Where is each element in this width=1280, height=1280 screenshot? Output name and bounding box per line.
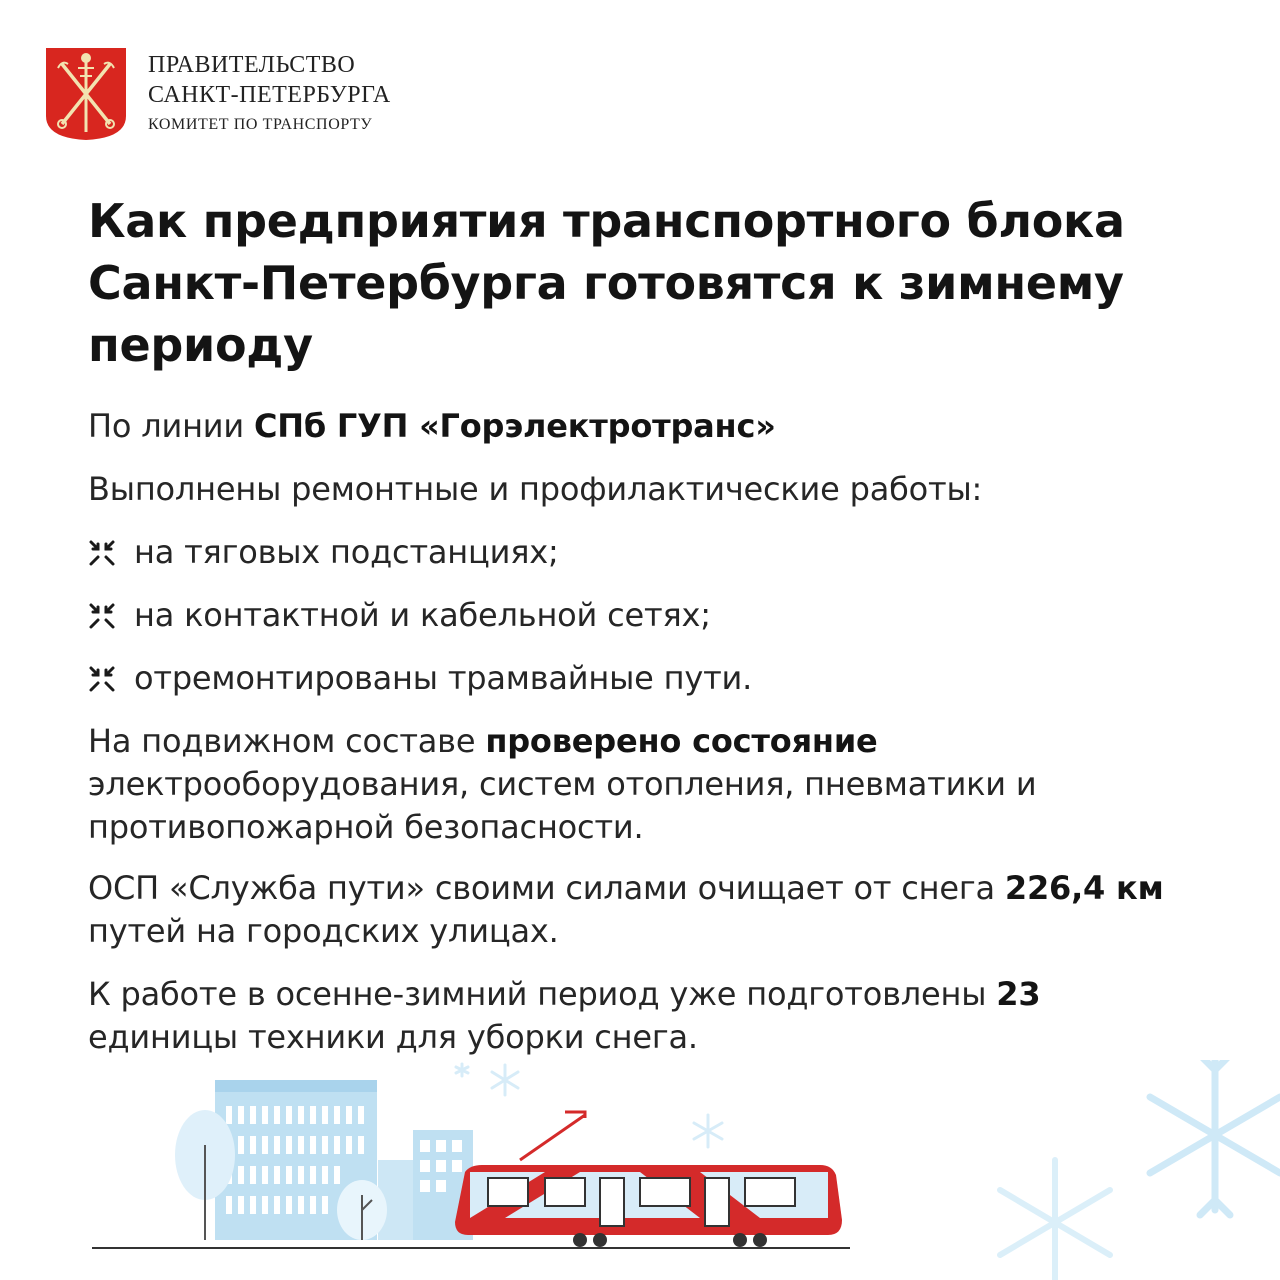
list-item bbox=[88, 531, 559, 574]
track-service-rest: путей на городских улицах. bbox=[88, 912, 559, 950]
list-item bbox=[88, 594, 711, 637]
equipment-text: К работе в осенне-зимний период уже подготовлены bbox=[88, 975, 997, 1013]
track-km-value: 226,4 км bbox=[1004, 869, 1164, 907]
track-service-paragraph bbox=[88, 867, 1188, 953]
snowflake-icon bbox=[1000, 1160, 1110, 1280]
intro-org: СПб ГУП «Горэлектротранс» bbox=[253, 407, 776, 445]
rolling-stock-prefix: На подвижном составе bbox=[88, 722, 486, 760]
org-line-1: ПРАВИТЕЛЬСТВО bbox=[148, 52, 356, 78]
list-item bbox=[88, 657, 752, 700]
track-service-text: ОСП «Служба пути» своими силами очищает от снега bbox=[88, 869, 1005, 907]
list-item-text: отремонтированы трамвайные пути. bbox=[134, 659, 753, 697]
list-item-text: на тяговых подстанциях; bbox=[134, 533, 559, 571]
emblem-icon bbox=[44, 46, 128, 142]
city-tram-illustration bbox=[0, 1060, 1280, 1280]
snowflake-icon bbox=[456, 1064, 722, 1147]
snowflake-icon bbox=[1150, 1060, 1280, 1215]
rolling-stock-rest: электрооборудования, систем отопления, пневматики и противопожарной безопасности. bbox=[88, 765, 1037, 846]
bullet-arrows-icon bbox=[88, 602, 116, 630]
tram-icon bbox=[455, 1112, 842, 1247]
bullet-arrows-icon bbox=[88, 539, 116, 567]
list-item-text: на контактной и кабельной сетях; bbox=[134, 596, 711, 634]
org-line-2: САНКТ-ПЕТЕРБУРГА bbox=[148, 82, 391, 108]
equipment-count: 23 bbox=[996, 975, 1041, 1013]
rolling-stock-bold: проверено состояние bbox=[485, 722, 878, 760]
rolling-stock-paragraph bbox=[88, 720, 1188, 849]
intro-line bbox=[88, 405, 776, 448]
bullet-arrows-icon bbox=[88, 665, 116, 693]
page-title: Как предприятия транспортного блока Санкт-Петербурга готовятся к зимнему периоду bbox=[88, 194, 1125, 372]
header bbox=[44, 46, 391, 142]
org-line-3: КОМИТЕТ ПО ТРАНСПОРТУ bbox=[148, 116, 373, 133]
works-heading: Выполнены ремонтные и профилактические работы: bbox=[88, 470, 983, 508]
equipment-rest: единицы техники для уборки снега. bbox=[88, 1018, 698, 1056]
tree-icon bbox=[337, 1180, 387, 1240]
equipment-paragraph bbox=[88, 973, 1188, 1059]
organization-name bbox=[148, 50, 391, 138]
intro-prefix: По линии bbox=[88, 407, 254, 445]
